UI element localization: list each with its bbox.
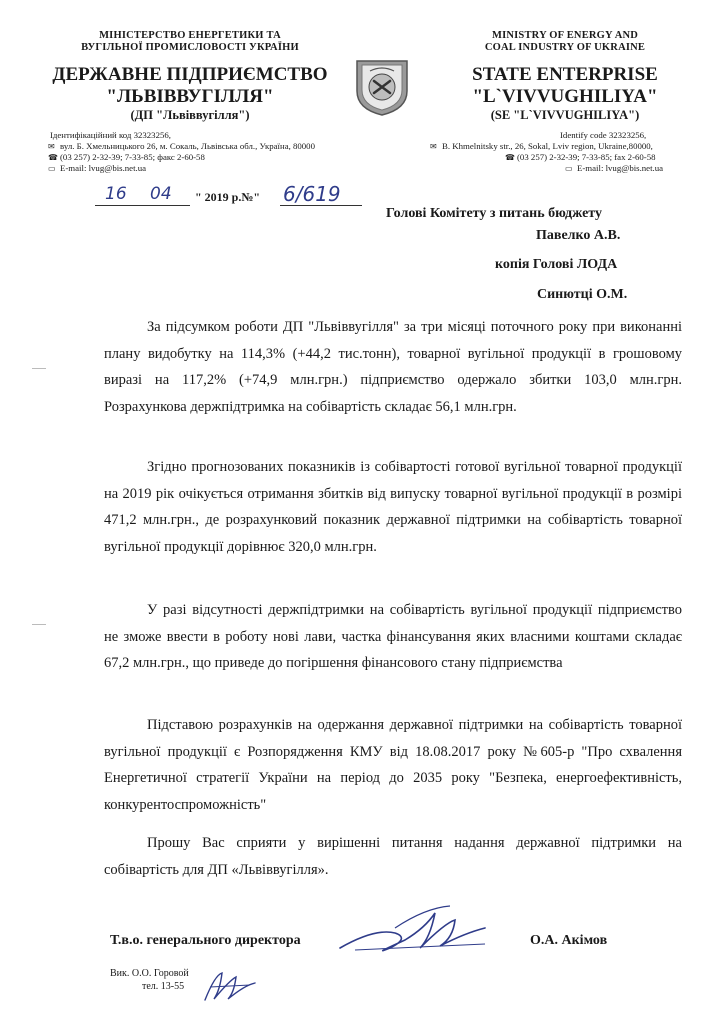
telephone-icon: ☎ — [505, 153, 515, 162]
signatory-title: Т.в.о. генерального директора — [110, 933, 301, 948]
addressee-line2: Павелко А.В. — [536, 228, 621, 243]
addressee-line4: Синютці О.М. — [537, 287, 628, 302]
addressee-line1: Голові Комітету з питань бюджету — [386, 206, 602, 221]
ministry-ua-line1: МІНІСТЕРСТВО ЕНЕРГЕТИКИ ТА — [99, 30, 281, 41]
body-paragraph-2: Згідно прогнозованих показників із собівартості готової вугільної товарної продукції на 2019 рік очікується отримання збитків від випуску товарної вугільної продукції в розмірі 471,2 млн.грн., де розрахунковий показник державної підтримки на собівартість товарної вугільної продукції дорівнює 320,0 млн.грн. — [104, 459, 682, 555]
reference-line — [95, 184, 375, 214]
enterprise-en-line2: "L`VIVVUGHILIYA" — [472, 86, 658, 107]
ref-day-handwritten: 16 — [105, 184, 127, 204]
enterprise-en-abbr: (SE "L`VIVVUGHILIYA") — [490, 108, 640, 122]
ministry-ua-line2: ВУГІЛЬНОЇ ПРОМИСЛОВОСТІ УКРАЇНИ — [81, 42, 299, 53]
envelope-icon: ✉ — [48, 142, 55, 151]
id-code-ua: Ідентифікаційний код 32323256, — [50, 130, 171, 140]
ministry-en-line2: COAL INDUSTRY OF UKRAINE — [484, 42, 646, 53]
ministry-en-line1: MINISTRY OF ENERGY AND — [491, 30, 639, 41]
scan-mark — [32, 624, 46, 625]
executor-phone: тел. 13-55 — [142, 981, 185, 992]
email-en: ▭ E-mail: lvug@bis.net.ua — [565, 163, 664, 173]
handwritten-signature — [335, 898, 495, 958]
folder-icon: ▭ — [48, 164, 56, 173]
body-paragraph-4: Підставою розрахунків на одержання державної підтримки на собівартість товарної вугільної продукції є Розпорядження КМУ від 18.08.2017 року №605-р "Про схвалення Енергетичної стратегії України на період до 2035 року "Безпека, енергоефективність, конкурентоспроможність" — [104, 717, 682, 813]
folder-icon: ▭ — [565, 164, 573, 173]
phone-ua: ☎ (03 257) 2-32-39; 7-33-85; факс 2-60-58 — [48, 152, 205, 162]
enterprise-ua-line1: ДЕРЖАВНЕ ПІДПРИЄМСТВО — [52, 64, 328, 85]
signatory-name: О.А. Акімов — [530, 933, 608, 948]
coat-of-arms-emblem-icon — [352, 55, 412, 117]
email-ua: ▭ E-mail: lvug@bis.net.ua — [48, 163, 147, 173]
ref-number-handwritten: 6/619 — [283, 182, 341, 206]
body-paragraph-3: У разі відсутності держпідтримки на собівартість вугільної продукції підприємство не зможе ввести в роботу нові лави, частка фінансування яких власними коштами складає 67,2 млн.грн., що приведе до погіршення фінансового стану підприємства — [104, 602, 682, 671]
ref-month-handwritten: 04 — [150, 184, 172, 204]
id-code-en: Identify code 32323256, — [560, 130, 647, 140]
executor-initials-handwritten — [200, 965, 260, 1005]
telephone-icon: ☎ — [48, 153, 58, 162]
executor-name: Вик. О.О. Горовой — [110, 968, 189, 979]
body-paragraph-5: Прошу Вас сприяти у вирішенні питання надання державної підтримки на собівартість для ДП «Львіввугілля». — [104, 835, 682, 878]
envelope-icon: ✉ — [430, 142, 437, 151]
body-paragraph-1: За підсумком роботи ДП "Львіввугілля" за три місяці поточного року при виконанні плану видобутку на 114,3% (+44,2 тис.тонн), товарної вугільної продукції в грошовому виразі на 117,2% (+74,9 млн.грн.) підприємство одержало збитки 103,0 млн.грн. Розрахункова держпідтримка на собівартість складає 56,1 млн.грн. — [104, 319, 682, 415]
addressee-line3: копія Голові ЛОДА — [495, 257, 618, 272]
phone-en: ☎ (03 257) 2-32-39; 7-33-85; fax 2-60-58 — [505, 152, 656, 162]
address-ua: ✉ вул. Б. Хмельницького 26, м. Сокаль, Львівська обл., Україна, 80000 — [48, 141, 315, 151]
enterprise-en-line1: STATE ENTERPRISE — [472, 64, 658, 85]
ref-year-text: " 2019 р.№" — [195, 190, 261, 204]
enterprise-ua-abbr: (ДП "Львіввугілля") — [130, 108, 250, 122]
address-en: ✉ B. Khmelnitsky str., 26, Sokal, Lviv region, Ukraine,80000, — [430, 141, 653, 151]
scan-mark — [32, 368, 46, 369]
enterprise-ua-line2: "ЛЬВІВВУГІЛЛЯ" — [106, 86, 274, 107]
